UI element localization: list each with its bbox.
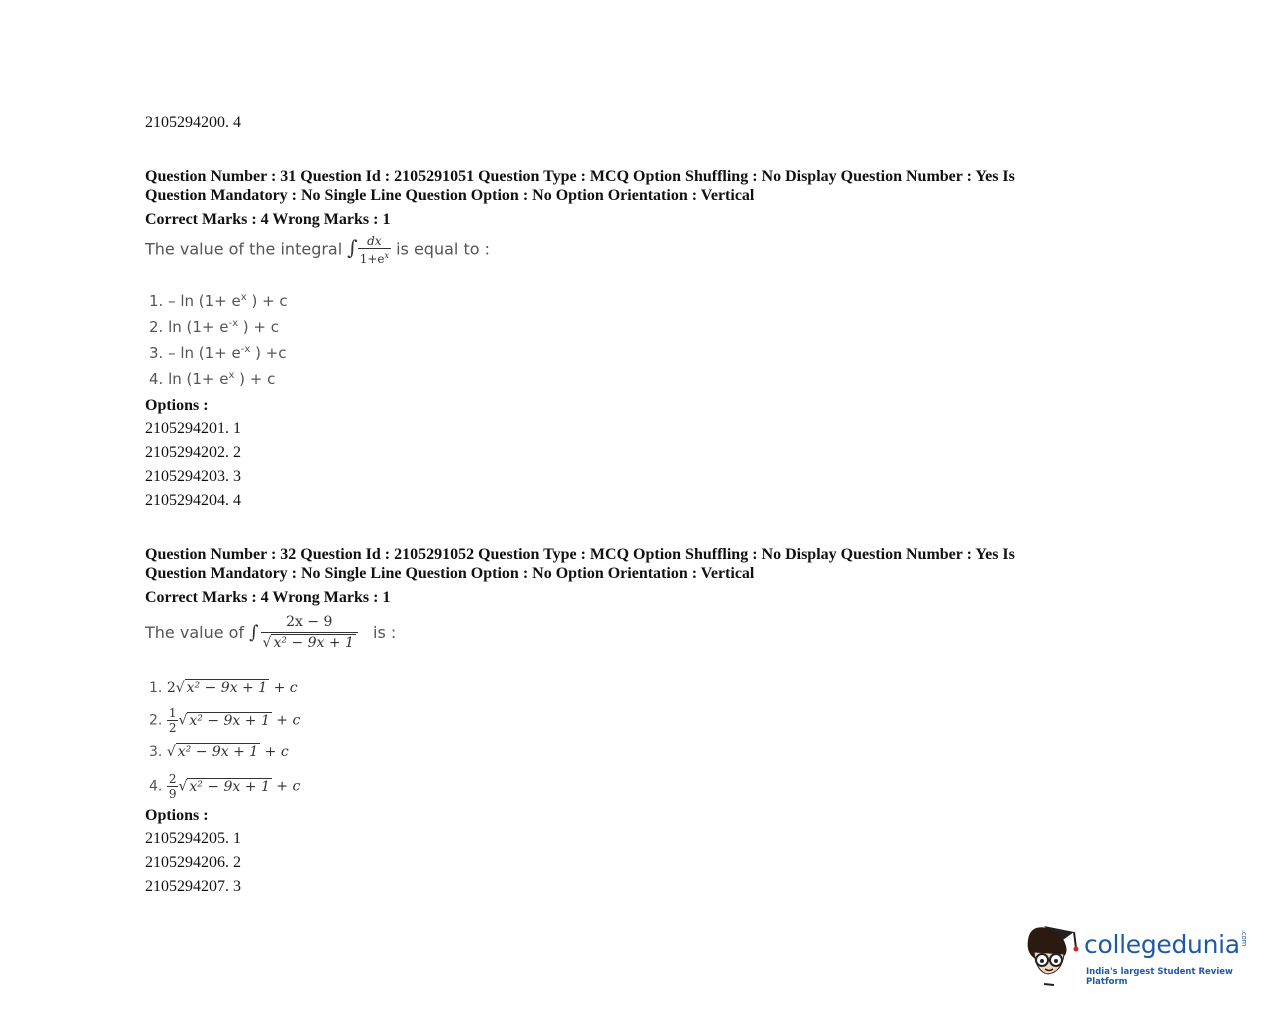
q32-question [145,612,396,653]
q32-choice-number: 4. [149,778,167,795]
q32-choice-root: √ [166,744,176,760]
q32-marks: Correct Marks : 4 Wrong Marks : 1 [145,589,391,606]
q32-choice-number: 3. [149,744,167,760]
mascot-icon [1022,918,1088,988]
q31-choice-post: ) + c [234,370,276,388]
q31-integral-sign: ∫ [347,235,358,260]
q32-choice-coef-fraction [167,706,179,735]
q31-choice-pre: 4. ln (1+ e [149,370,229,388]
q31-choice [149,292,288,310]
q31-frac-den: $1+e^x$ [359,251,389,266]
q31-question-prefix: The value of the integral [145,239,343,259]
q32-choice-tail: + c [269,680,298,696]
q31-option: 2105294204. 4 [145,492,241,509]
q32-choice-coef-num: 1 [168,706,177,720]
q32-choice [149,706,300,735]
q32-choice-coef: 2 [166,680,176,696]
q31-choice [149,370,275,388]
q31-integral-fraction [358,234,391,266]
q32-header-line2: Question Mandatory : No Single Line Question Option : No Option Orientation : Vertical [145,565,755,582]
q32-integral-sign: ∫ [249,622,259,643]
q31-choice-pre: 3. – ln (1+ e [149,344,241,362]
q32-choice-tail: + c [271,712,301,729]
q31-header-line1: Question Number : 31 Question Id : 2105291051 Question Type : MCQ Option Shuffling : No Display Question Number : Yes Is [145,168,1015,185]
collegedunia-logo [1022,918,1258,988]
q31-header-line2: Question Mandatory : No Single Line Question Option : No Option Orientation : Vertical [145,187,755,204]
q31-frac-num: dx [358,234,391,249]
q31-choice [149,318,279,336]
q32-option: 2105294205. 1 [145,830,241,847]
q31-option: 2105294202. 2 [145,444,241,461]
q32-choice-root: √ [178,712,188,729]
q32-choice-root: √ [178,778,188,795]
q32-question-suffix: is : [373,623,397,642]
logo-suffix: .com [1239,930,1248,946]
q31-option: 2105294201. 1 [145,420,241,437]
q31-choice [149,344,287,362]
q32-choice-coef-den: 2 [168,721,177,735]
q32-option: 2105294206. 2 [145,854,241,871]
q32-integral-fraction [261,612,358,653]
q32-choice-number: 2. [149,712,167,729]
q32-question-prefix: The value of [145,623,245,642]
q32-option: 2105294207. 3 [145,878,241,895]
q31-choice-exp: -x [240,344,251,355]
q31-options-label: Options : [145,397,209,414]
q32-choice-coef-num: 2 [168,772,177,786]
q32-choice-tail: + c [271,778,301,795]
q31-question [145,234,490,266]
q32-choice-coef-den: 9 [168,787,177,801]
q31-question-suffix: is equal to : [396,239,490,259]
previous-question-last-option: 2105294200. 4 [145,114,241,131]
q32-choice-radicand: x² − 9x + 1 [177,744,259,760]
q32-choice [149,680,298,696]
logo-tagline: India's largest Student Review Platform [1086,967,1233,987]
q32-choice-tail: + c [260,744,289,760]
q32-choice-radicand: x² − 9x + 1 [189,778,270,795]
q32-choice [149,772,300,801]
q32-frac-num: 2x − 9 [261,612,358,633]
q32-frac-den: √ x² − 9x + 1 [262,635,354,651]
q32-choice-radicand: x² − 9x + 1 [189,712,270,729]
q32-choice-coef-fraction [167,772,179,801]
q32-choice-root: √ [175,680,185,696]
q31-option: 2105294203. 3 [145,468,241,485]
logo-wordmark: collegedunia.com [1084,930,1248,959]
q31-choice-pre: 1. – ln (1+ e [149,292,241,310]
q31-marks: Correct Marks : 4 Wrong Marks : 1 [145,211,391,228]
q31-choice-post: ) + c [246,292,288,310]
q31-choice-exp: -x [228,318,239,329]
q32-choice-number: 1. [149,680,167,696]
q31-choice-post: ) + c [238,318,279,336]
q32-header-line1: Question Number : 32 Question Id : 2105291052 Question Type : MCQ Option Shuffling : No Display Question Number : Yes Is [145,546,1015,563]
q31-choice-exp: x [228,370,235,381]
q31-choice-pre: 2. ln (1+ e [149,318,229,336]
q32-choice-radicand: x² − 9x + 1 [186,680,268,696]
q32-choice [149,744,289,760]
q32-options-label: Options : [145,807,209,824]
q31-choice-exp: x [240,292,247,303]
q31-choice-post: ) +c [250,344,287,362]
